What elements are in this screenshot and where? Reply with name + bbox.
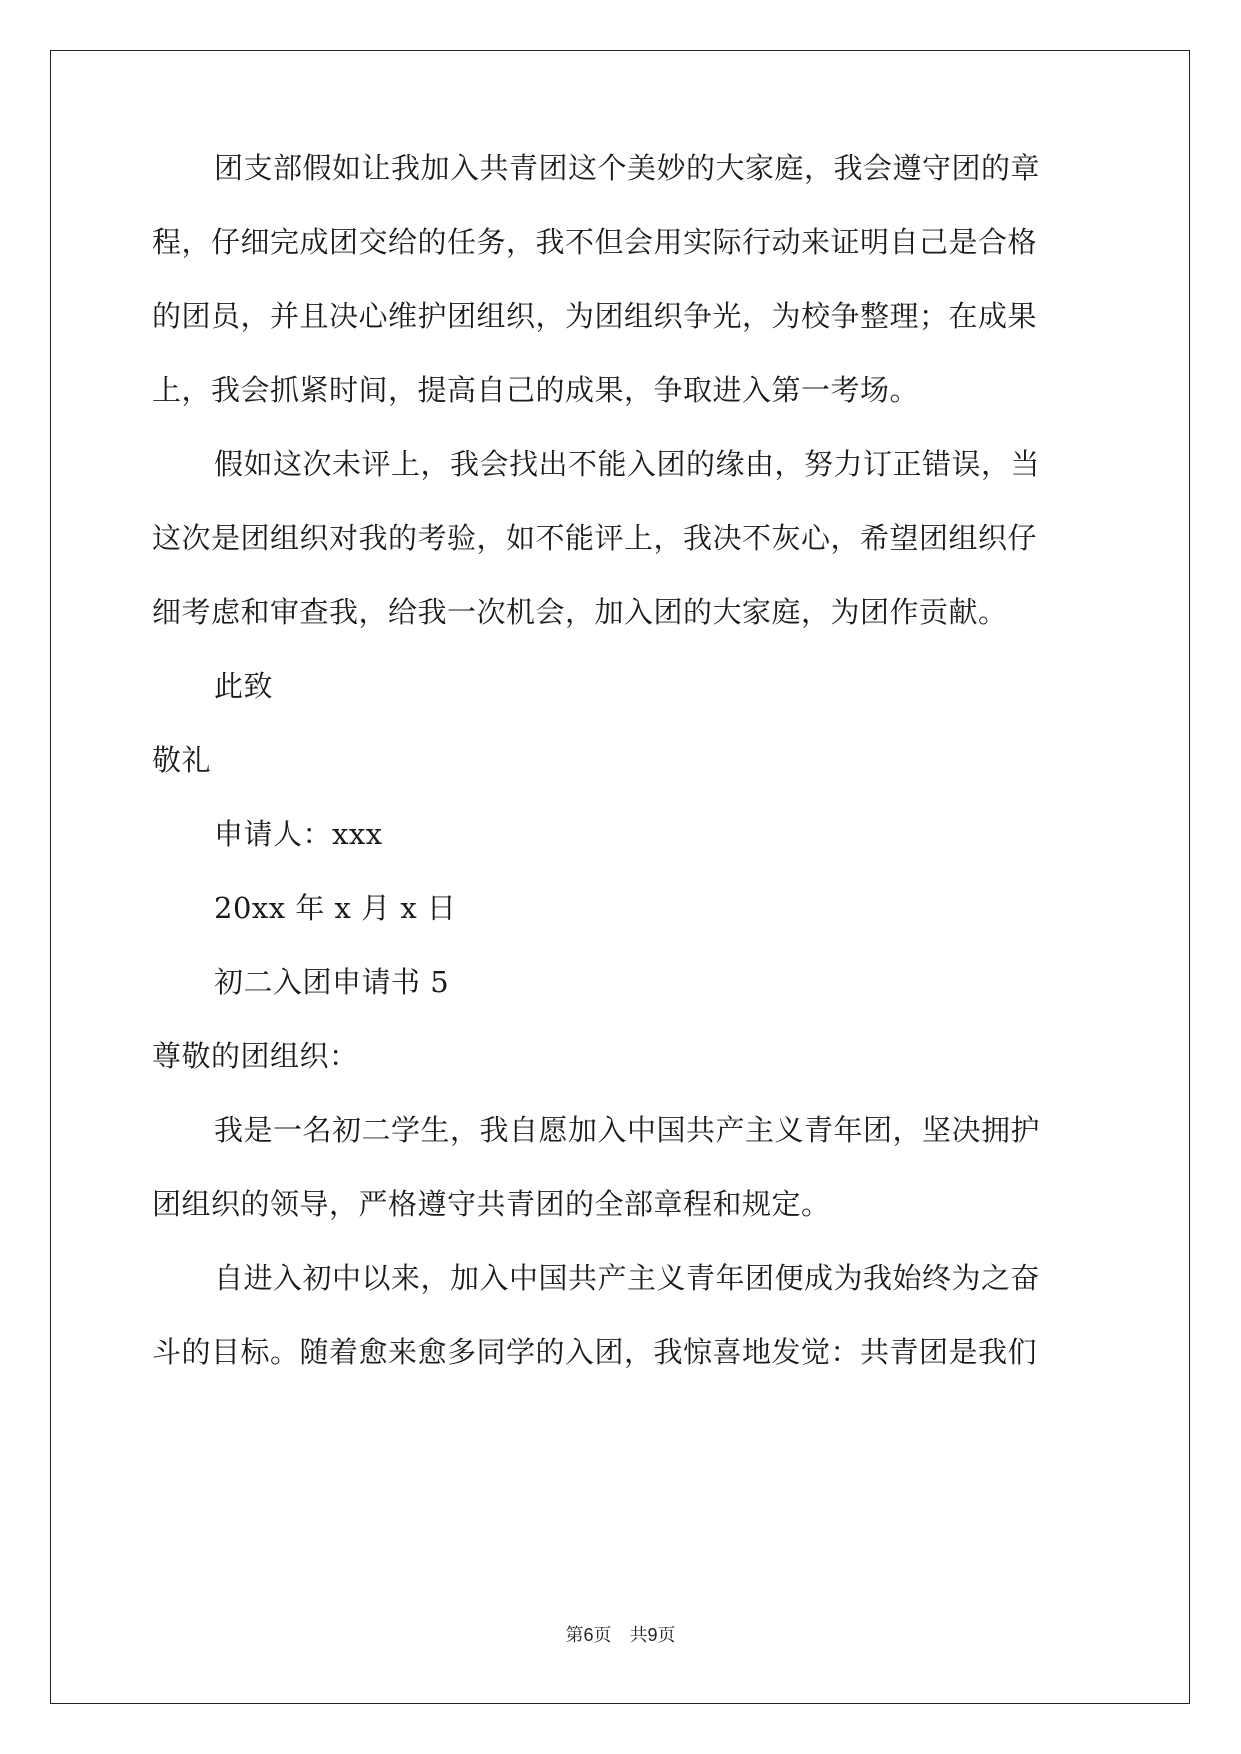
text-line: 上，我会抓紧时间，提高自己的成果，争取进入第一考场。	[152, 373, 920, 407]
total-pages-number: 9	[647, 1625, 658, 1645]
page-suffix: 页	[593, 1625, 612, 1646]
text-line: 团支部假如让我加入共青团这个美妙的大家庭，我会遵守团的章	[214, 151, 1041, 185]
current-page-number: 6	[583, 1625, 594, 1645]
section-title: 初二入团申请书 5	[214, 965, 450, 999]
closing-salutation: 此致	[214, 669, 274, 703]
text-line: 我是一名初二学生，我自愿加入中国共产主义青年团，坚决拥护	[214, 1113, 1041, 1147]
text-line: 假如这次未评上，我会找出不能入团的缘由，努力订正错误，当	[214, 447, 1041, 481]
total-prefix: 共	[629, 1625, 648, 1646]
text-line: 团组织的领导，严格遵守共青团的全部章程和规定。	[152, 1187, 831, 1221]
text-line: 这次是团组织对我的考验，如不能评上，我决不灰心，希望团组织仔	[152, 521, 1038, 555]
applicant-signature: 申请人：xxx	[214, 817, 383, 851]
page-footer	[0, 1621, 1241, 1647]
text-line: 斗的目标。随着愈来愈多同学的入团，我惊喜地发觉：共青团是我们	[152, 1335, 1038, 1369]
text-line: 细考虑和审查我，给我一次机会，加入团的大家庭，为团作贡献。	[152, 595, 1008, 629]
closing-regards: 敬礼	[152, 743, 212, 777]
total-suffix: 页	[657, 1625, 676, 1646]
text-line: 程，仔细完成团交给的任务，我不但会用实际行动来证明自己是合格	[152, 225, 1038, 259]
signature-date: 20xx 年 x 月 x 日	[214, 891, 457, 925]
text-line: 自进入初中以来，加入中国共产主义青年团便成为我始终为之奋	[214, 1261, 1041, 1295]
text-line: 的团员，并且决心维护团组织，为团组织争光，为校争整理；在成果	[152, 299, 1038, 333]
greeting: 尊敬的团组织：	[152, 1039, 359, 1073]
page-prefix: 第	[565, 1625, 584, 1646]
